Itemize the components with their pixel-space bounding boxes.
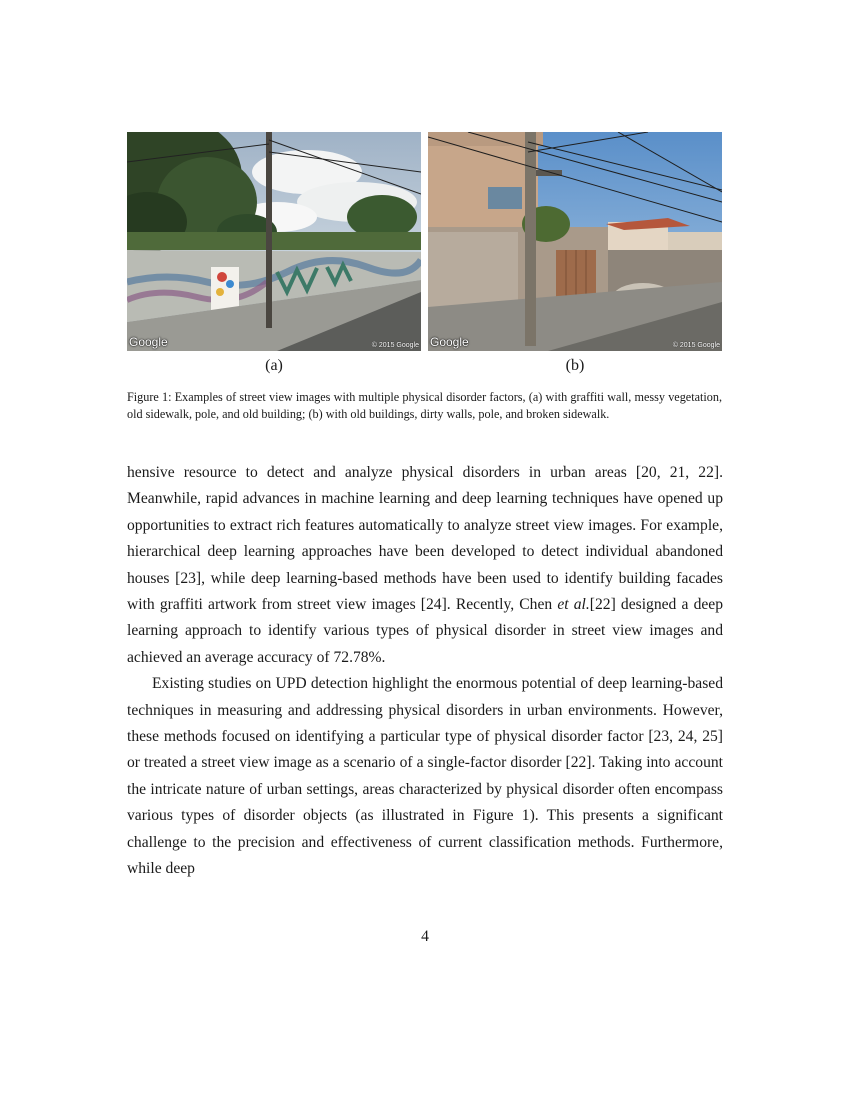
- paragraph-1-text: hensive resource to detect and analyze physical disorders in urban areas [20, 21, 22]. Meanwhile, rapid advances in machine learning and deep learning techniques have opened up opportunities to extract rich features automatically to analyze street view images. For example, hierarchical deep learning approaches have been developed to detect individual abandoned houses [23], while deep learning-based methods have been used to identify building facades with graffiti artwork from street view images [24]. Recently, Chen: [127, 464, 723, 614]
- figure-panel-b: [428, 132, 722, 351]
- paragraph-2: Existing studies on UPD detection highlight the enormous potential of deep learning-based techniques in measuring and addressing physical disorders in urban environments. However, these methods focused on identifying a particular type of physical disorder factor [23, 24, 25] or treated a street view image as a scenario of a single-factor disorder [22]. Taking into account the intricate nature of urban settings, areas characterized by physical disorder often encompass various types of disorder objects (as illustrated in Figure 1). This presents a significant challenge to the precision and effectiveness of current classification methods. Furthermore, while deep: [127, 675, 723, 878]
- figure-caption: Figure 1: Examples of street view images with multiple physical disorder factors, (a) with graffiti wall, messy vegetation, old sidewalk, pole, and old building; (b) with old buildings, dirty walls, pole, and broken sidewalk.: [127, 390, 722, 421]
- google-watermark: Google: [129, 335, 168, 349]
- copyright-watermark: © 2015 Google: [672, 342, 720, 349]
- paragraph-1: [127, 460, 723, 671]
- figure-panel-a: [127, 132, 421, 351]
- subfigure-label-a: (a): [265, 357, 283, 374]
- street-view-image-b: [428, 132, 722, 351]
- page-number: 4: [421, 928, 429, 945]
- paragraph-1-text-end: [22] designed a deep learning approach to identify various types of physical disorder in street view images and achieved an average accuracy of 72.78%.: [127, 596, 724, 666]
- copyright-watermark: © 2015 Google: [371, 342, 419, 349]
- google-watermark: Google: [430, 335, 469, 349]
- subfigure-label-b: (b): [565, 357, 585, 374]
- paragraph-1-italic: et al.: [557, 596, 590, 614]
- street-view-image-a: [127, 132, 421, 351]
- body-text: [127, 460, 723, 883]
